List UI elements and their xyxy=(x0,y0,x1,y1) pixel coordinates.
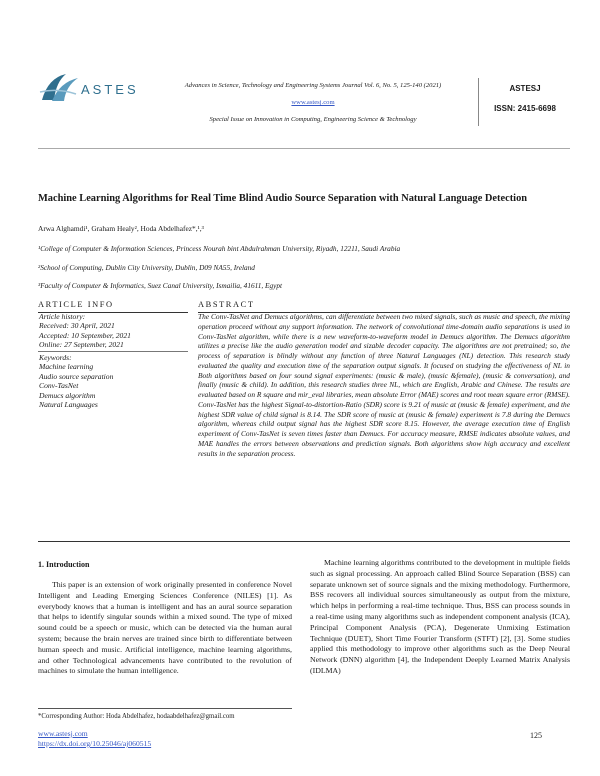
special-issue-line: Special Issue on Innovation in Computing, Engineering Science & Technology xyxy=(209,116,417,123)
journal-id-box xyxy=(478,78,571,126)
astes-logo-icon xyxy=(38,70,82,106)
footer-journal-link[interactable]: www.astesj.com xyxy=(38,729,88,738)
corresponding-author-footnote: *Corresponding Author: Hoda Abdelhafez, hodaabdelhafez@gmail.com xyxy=(38,713,235,720)
keywords-label: Keywords: xyxy=(39,353,72,362)
introduction-heading: 1. Introduction xyxy=(38,560,90,569)
keyword-item: Demucs algorithm xyxy=(39,390,96,400)
introduction-paragraph-2: Machine learning algorithms contributed to the development in multiple fields such as signal processing. An approach called Blind Source Separation (BSS) can separate unknown set of source signals and the mixing methodology. Furthermore, BSS recovers all individual sources simultaneously as output from the mixture, which helps in performing a real-time technique. Thus, BSS can process sounds in a real-time using many algorithms such as independent component analysis (ICA), Principal Component Analysis (PCA), Degenerate Unmixing Estimation Technique (DUET), Short Time Fourier Transform (STFT) [2], [3]. Some studies applied this methodology to improve other algorithms such as the Deep Neural Network (DNN) algorithm [4], the Independent Deeply Learned Matrix Analysis (IDLMA) xyxy=(310,558,570,675)
journal-url-link[interactable]: www.astesj.com xyxy=(291,99,335,106)
received-date: Received: 30 April, 2021 xyxy=(39,321,115,331)
journal-citation: Advances in Science, Technology and Engineering Systems Journal Vol. 6, No. 5, 125-140 (2021) xyxy=(184,82,442,89)
abstract-heading: ABSTRACT xyxy=(198,300,255,309)
introduction-left-column xyxy=(38,580,292,677)
introduction-paragraph-1: This paper is an extension of work originally presented in conference Novel Intelligent and Leading Emerging Sciences Conference (NILES) [1]. As everybody knows that a human is intelligent and has an aural source separation that helps to identify singular sounds within a mixed sound. The type of mixed sound could be a speech or music, which can be detected via the human aural system; because the brain nerves are trained since birth to differentiate between human speech and music. Artificial intelligence, machine learning algorithms, and other Technological advancements have contributed to the revolution of machines to simulate the human intelligence. xyxy=(38,580,292,676)
astes-logo xyxy=(38,70,138,106)
abstract-text: The Conv-TasNet and Demucs algorithms, can differentiate between two mixed signals, such as music and speech, the mixing operation proceed without any support information. The network of convolutional time-domain audio separations is used in Conv-TasNet algorithm, while there is a new waveform-to-waveform model in Demucs algorithm. The Demucs algorithm utilizes a precise like the audio generation model and sizable decoder capacity. The algorithms are not pretrained; so, the process of separation is blindly without any function of three Natural Languages (NL) detection. This research study evaluated the quality and execution time of the separation output signals. It focused on studying the effectiveness of NL in Both algorithms based on four sound signal experiments: (music & male), (music &female), (music & conversation), and finally (music & child). In addition, this research studies three NL, which are English, Arabic and Chinese. The results are evaluated based on R square and mir_eval libraries, mean absolute Error (MAE) scores and root mean square error (RMSE). Conv-TasNet has the highest Signal-to-distortion-Ratio (SDR) score is 9.21 of music at (music & female) experiment, and the highest SDR value of child signal is 8.14. The SDR score of music at (music & female) experiment is 7.8 during the Demucs algorithm, whereas child output signal has the highest SDR score 8.15. However, the average execution time of English experiment of Conv-TasNet is seven times faster than Demucs. For accuracy measure, RMSE indicates absolute values, and MAE handles the errors between observations and prediction signals. Both algorithms show high accuracy and excellent results in the separation process. xyxy=(198,312,570,458)
affiliation-2: ²School of Computing, Dublin City University, Dublin, D09 NA55, Ireland xyxy=(38,263,255,272)
issn: ISSN: 2415-6698 xyxy=(494,104,556,113)
keyword-item: Natural Languages xyxy=(39,400,98,410)
logo-text: ASTES xyxy=(81,82,139,97)
affiliation-1: ¹College of Computer & Information Sciences, Princess Nourah bint Abdulrahman University, Riyadh, 12211, Saudi Arabia xyxy=(38,244,401,253)
keyword-item: Conv-TasNet xyxy=(39,381,79,391)
header-divider xyxy=(38,148,570,149)
abstract-section xyxy=(198,300,570,458)
accepted-date: Accepted: 10 September, 2021 xyxy=(39,330,131,340)
introduction-right-column xyxy=(310,558,570,677)
page-number: 125 xyxy=(530,731,542,740)
footnote-divider xyxy=(38,708,292,709)
article-history xyxy=(39,312,189,350)
history-label: Article history: xyxy=(39,312,86,321)
keyword-item: Machine learning xyxy=(39,362,94,372)
paper-title: Machine Learning Algorithms for Real Time Blind Audio Source Separation with Natural Language Detection xyxy=(38,193,528,204)
author-list: Arwa Alghamdi¹, Graham Healy², Hoda Abdelhafez*,¹,³ xyxy=(38,224,204,233)
history-keywords-rule xyxy=(38,351,188,352)
online-date: Online: 27 September, 2021 xyxy=(39,340,124,350)
journal-acronym: ASTESJ xyxy=(509,84,541,93)
article-info xyxy=(38,300,188,410)
keywords-block xyxy=(39,353,189,409)
article-info-heading: ARTICLE INFO xyxy=(38,300,114,309)
abstract-bottom-rule xyxy=(38,541,570,542)
keyword-item: Audio source separation xyxy=(39,371,114,381)
affiliation-3: ³Faculty of Computer & Informatics, Suez Canal University, Ismailia, 41611, Egypt xyxy=(38,281,283,290)
doi-link[interactable]: https://dx.doi.org/10.25046/aj060515 xyxy=(38,739,152,748)
